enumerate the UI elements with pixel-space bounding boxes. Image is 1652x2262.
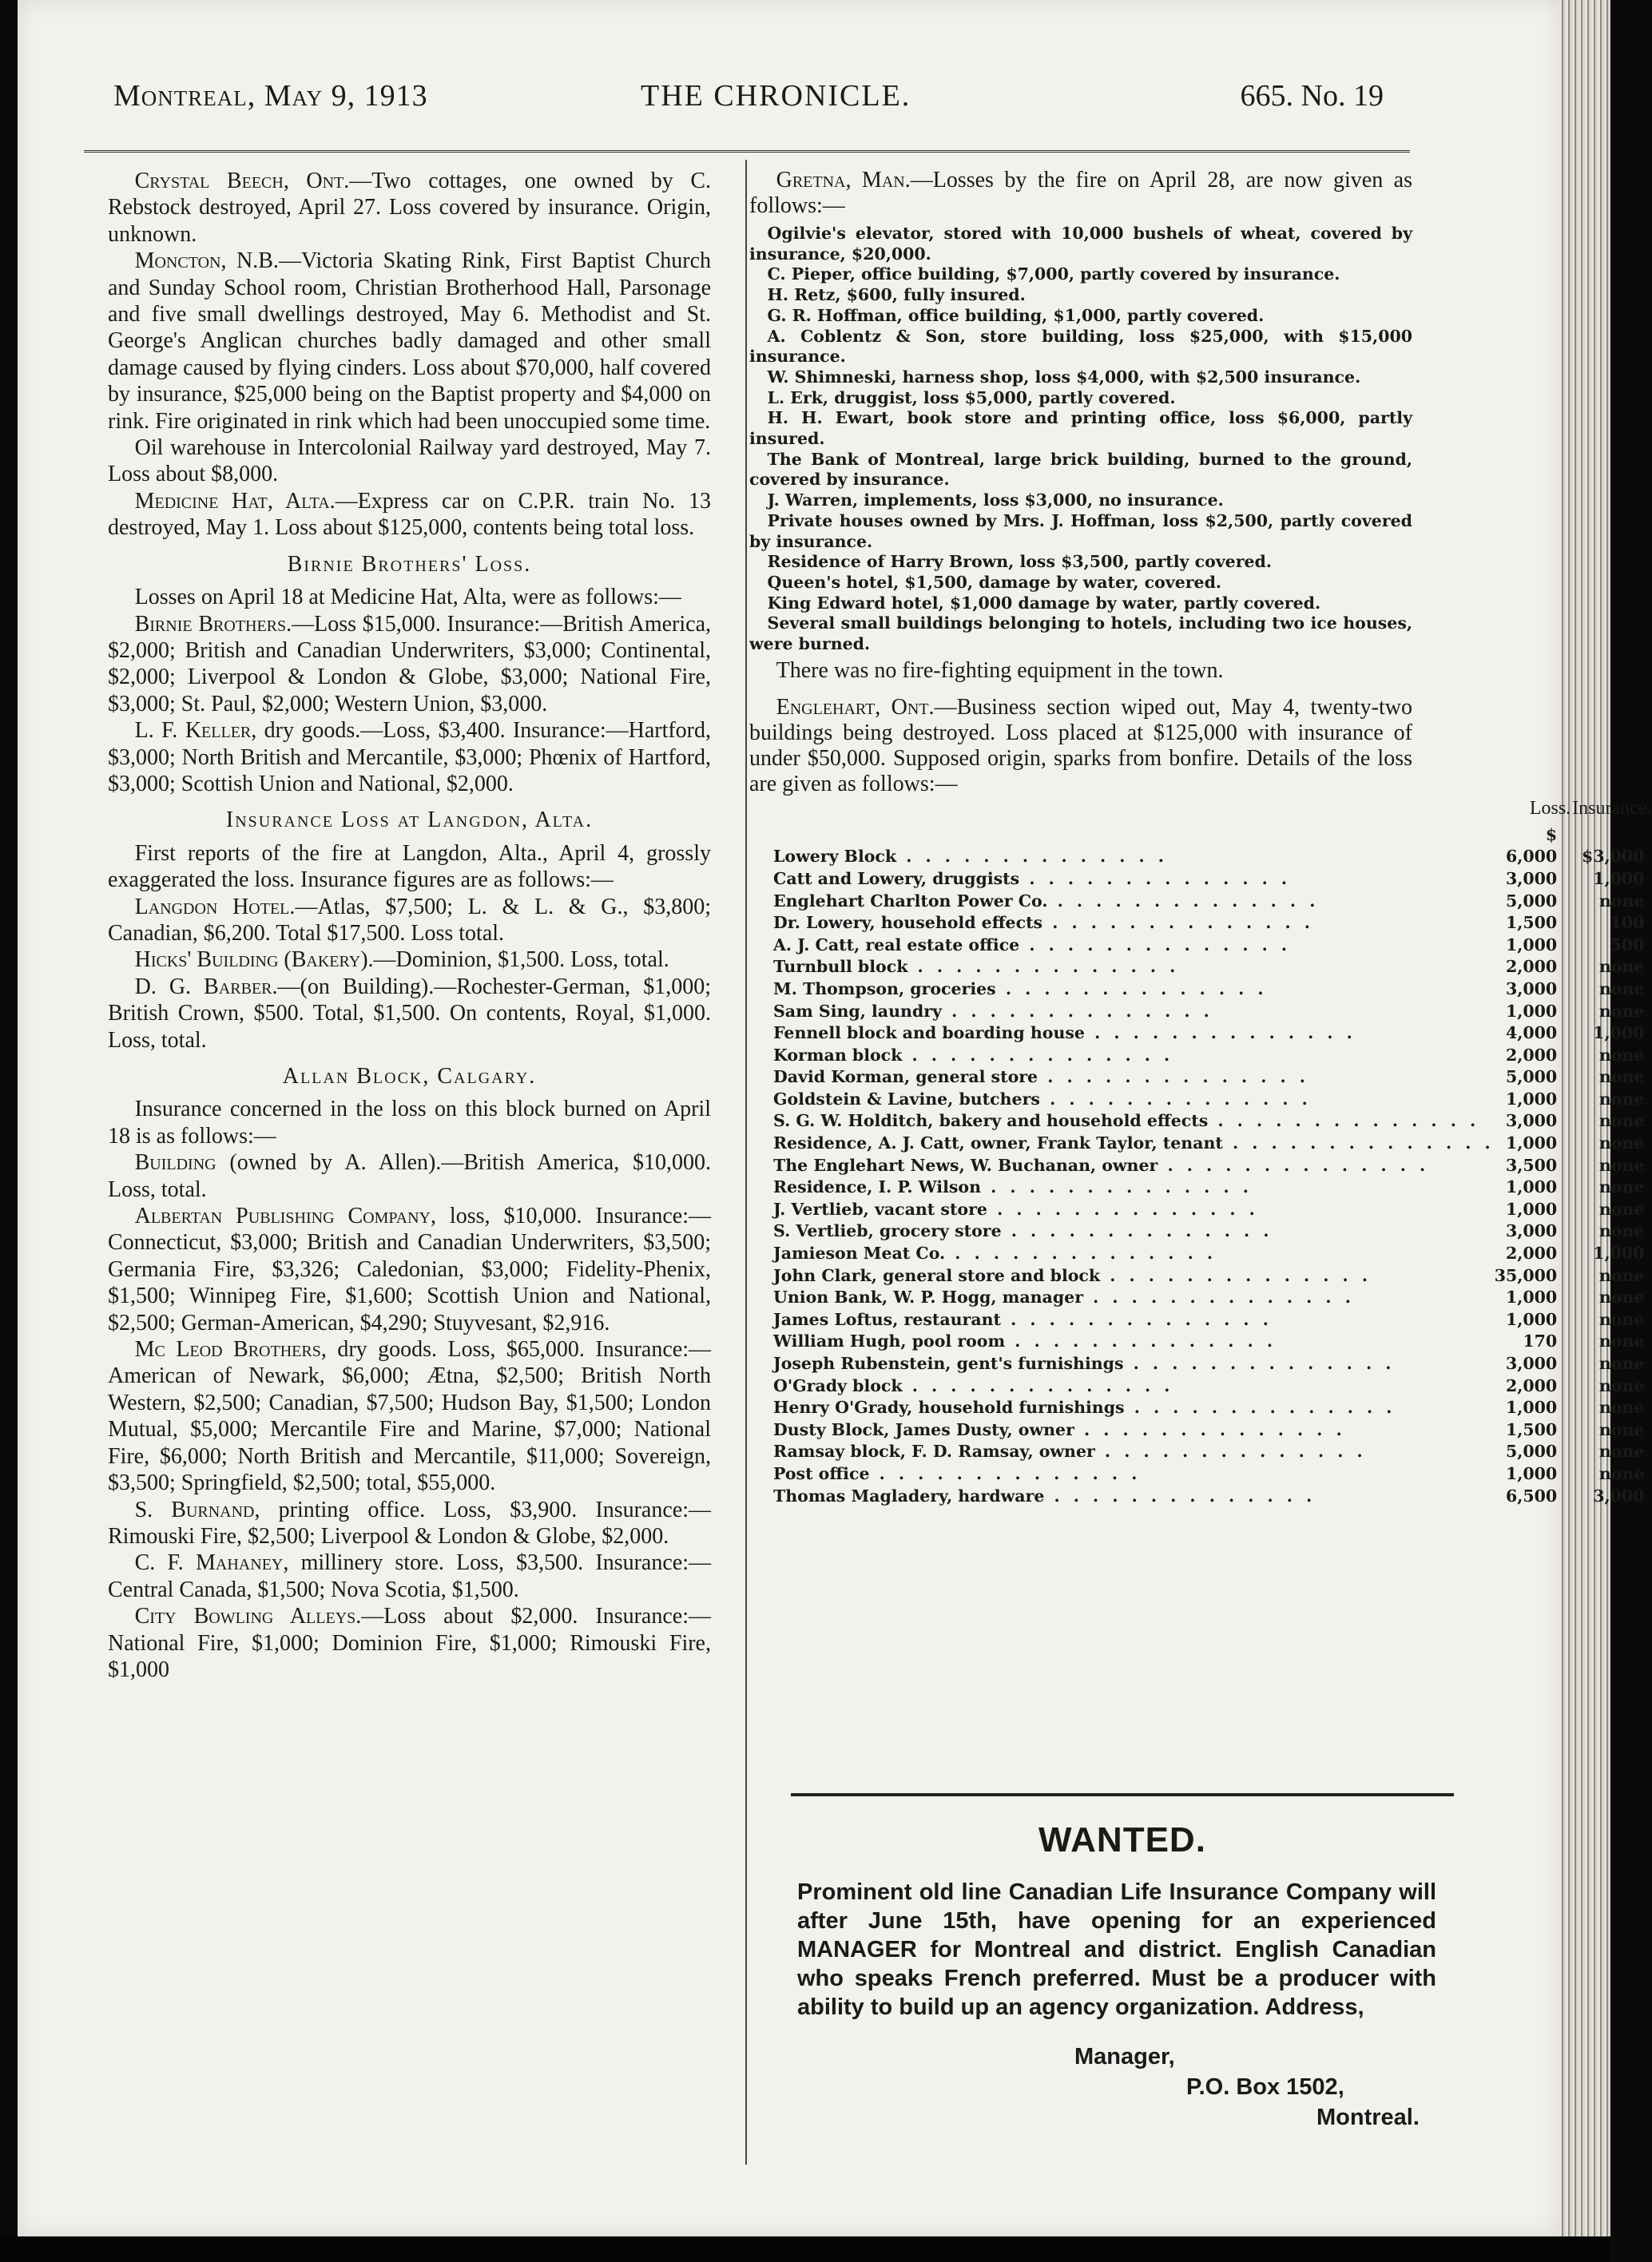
article-paragraph	[108, 974, 711, 1054]
left-column	[108, 168, 711, 1683]
row-insurance: 100	[1610, 913, 1645, 933]
row-insurance: 500	[1610, 935, 1645, 954]
paragraph-lead: S. Burnand,	[134, 1497, 260, 1522]
paragraph-text: dry goods. Loss, $65,000. Insurance:—American of Newark, $6,000; Ætna, $2,500; British North Western, $2,500; Canadian, $7,500; Hudson Bay, $1,500; London Mutual, $5,000; Mercantile Fire and Marine, $7,000; National Fire, $6,000; North British and Mercantile, $11,000; Sovereign, $3,500; Springfield, $2,500; total, $55,000.	[108, 1337, 711, 1496]
row-name: Englehart Charlton Power Co.	[773, 891, 1048, 911]
article-paragraph	[108, 1149, 711, 1203]
leader-dots: . . . . . . . . . . . . . .	[1074, 1419, 1346, 1439]
gretna-loss-item: H. H. Ewart, book store and printing office, loss $6,000, partly insured.	[749, 408, 1412, 449]
table-row	[773, 1243, 1652, 1265]
leader-dots: . . . . . . . . . . . . . .	[1208, 1111, 1480, 1131]
row-loss: 2,000	[1505, 1045, 1558, 1065]
gretna-closing-text: There was no fire-fighting equipment in the town.	[776, 657, 1224, 683]
article-paragraph	[108, 1336, 711, 1496]
row-loss: 1,000	[1505, 1133, 1558, 1153]
row-name: Post office	[773, 1463, 870, 1483]
row-name: Union Bank, W. P. Hogg, manager	[773, 1288, 1083, 1308]
row-insurance: none	[1598, 1398, 1645, 1418]
table-row	[773, 978, 1652, 1001]
header-title: THE CHRONICLE.	[641, 79, 911, 113]
paragraph-lead: Crystal Beech, Ont.	[134, 169, 350, 193]
gretna-loss-item: H. Retz, $600, fully insured.	[767, 285, 1026, 305]
row-loss: 2,000	[1505, 1244, 1558, 1264]
row-loss: 5,000	[1505, 891, 1558, 911]
gretna-loss-item: L. Erk, druggist, loss $5,000, partly covered.	[767, 387, 1176, 407]
table-row	[773, 824, 1652, 868]
table-row	[773, 1287, 1652, 1309]
row-loss: 1,500	[1505, 1419, 1558, 1439]
leader-dots: . . . . . . . . . . . . . .	[1005, 1331, 1277, 1351]
row-loss: 5,000	[1505, 1067, 1558, 1087]
paragraph-lead: D. G. Barber.	[134, 974, 278, 999]
article-paragraph	[108, 1096, 711, 1149]
row-insurance: none	[1598, 1133, 1645, 1153]
wanted-body: Prominent old line Canadian Life Insurance Company will after June 15th, have opening for an experienced MANAGER for Montreal and district. English Canadian who speaks French preferred. Must be a producer with ability to build up an agency organization. Address,	[797, 1879, 1436, 2020]
page-header	[113, 78, 1384, 134]
table-row	[773, 956, 1652, 978]
row-loss: 1,000	[1505, 935, 1558, 954]
leader-dots: . . . . . . . . . . . . . .	[945, 1244, 1217, 1264]
row-loss: 5,000	[1505, 1442, 1558, 1462]
leader-dots: . . . . . . . . . . . . . .	[941, 1001, 1213, 1021]
paragraph-text: millinery store. Loss, $3,500. Insurance:—Central Canada, $1,500; Nova Scotia, $1,500.	[108, 1550, 711, 1602]
wanted-signature-name: Manager,	[1074, 2044, 1175, 2070]
gretna-loss-item: Residence of Harry Brown, loss $3,500, partly covered.	[767, 552, 1273, 572]
article-paragraph	[108, 946, 711, 973]
row-insurance: none	[1598, 1288, 1645, 1308]
gretna-loss-item: Several small buildings belonging to hotels, including two ice houses, were burned.	[749, 613, 1412, 654]
row-insurance: none	[1598, 1221, 1645, 1241]
row-name: Korman block	[773, 1045, 903, 1065]
table-row	[773, 1441, 1652, 1463]
table-row	[773, 1199, 1652, 1221]
paragraph-text: Losses on April 18 at Medicine Hat, Alta, were as follows:—	[134, 585, 681, 610]
row-insurance: none	[1598, 978, 1645, 998]
row-insurance: none	[1598, 1442, 1645, 1462]
wanted-signature-address: P.O. Box 1502,	[1186, 2074, 1344, 2100]
row-loss: 1,500	[1505, 913, 1558, 933]
paragraph-lead: Birnie Brothers.	[134, 611, 292, 637]
row-insurance: none	[1598, 1375, 1645, 1395]
table-row	[773, 1045, 1652, 1067]
row-loss: $ 6,000	[1505, 824, 1558, 867]
row-insurance: none	[1598, 1067, 1645, 1087]
col-header-loss: Loss.	[1529, 797, 1571, 819]
leader-dots: . . . . . . . . . . . . . .	[987, 1199, 1259, 1219]
table-row	[773, 1331, 1652, 1353]
article-paragraph	[108, 611, 711, 718]
row-insurance: none	[1598, 1089, 1645, 1109]
row-name: Henry O'Grady, household furnishings	[773, 1398, 1125, 1418]
row-loss: 1,000	[1505, 1288, 1558, 1308]
gretna-loss-item: Queen's hotel, $1,500, damage by water, covered.	[767, 572, 1222, 592]
row-name: Ramsay block, F. D. Ramsay, owner	[773, 1442, 1095, 1462]
row-loss: 3,000	[1505, 978, 1558, 998]
leader-dots: . . . . . . . . . . . . . .	[1039, 1089, 1312, 1109]
gretna-loss-item: Ogilvie's elevator, stored with 10,000 bushels of wheat, covered by insurance, $20,000.	[749, 224, 1412, 264]
header-rule	[84, 150, 1410, 153]
row-insurance: none	[1598, 1111, 1645, 1131]
table-row	[773, 1110, 1652, 1133]
table-row	[773, 1375, 1652, 1398]
table-row	[773, 868, 1652, 891]
article-paragraph	[108, 435, 711, 488]
row-insurance: none	[1598, 1045, 1645, 1065]
paragraph-text: loss, $10,000. Insurance:—Connecticut, $3,000; British and Canadian Underwriters, $3,500; Germania Fire, $3,326; Caledonian, $3,000; Fidelity-Phenix, $1,500; Winnipeg Fire, $1,600; Scottish Union and National, $2,500; German-American, $4,290; Stuyvesant, $2,916.	[108, 1204, 711, 1335]
row-insurance: 1,000	[1593, 868, 1645, 888]
row-insurance: none	[1598, 891, 1645, 911]
leader-dots: . . . . . . . . . . . . . .	[869, 1463, 1142, 1483]
row-loss: 3,000	[1505, 868, 1558, 888]
englehart-intro	[749, 695, 1412, 797]
article-paragraph	[108, 1550, 711, 1603]
leader-dots: . . . . . . . . . . . . . .	[902, 1045, 1174, 1065]
wanted-title: WANTED.	[1038, 1820, 1206, 1859]
leader-dots: . . . . . . . . . . . . . .	[981, 1177, 1253, 1197]
table-row	[773, 1022, 1652, 1045]
paragraph-lead: City Bowling Alleys.	[134, 1604, 362, 1629]
row-name: David Korman, general store	[773, 1067, 1038, 1087]
row-loss: 1,000	[1505, 1463, 1558, 1483]
row-name: A. J. Catt, real estate office	[773, 935, 1020, 954]
row-loss: 3,000	[1505, 1221, 1558, 1241]
row-loss: 2,000	[1505, 957, 1558, 977]
table-row	[773, 1419, 1652, 1442]
column-divider	[745, 160, 747, 2165]
paragraph-text: —(on Building).—Rochester-German, $1,000; British Crown, $500. Total, $1,500. On contents, Royal, $1,000. Loss, total.	[108, 974, 712, 1053]
row-insurance: none	[1598, 1001, 1645, 1021]
article-paragraph	[108, 840, 711, 894]
row-loss: 6,500	[1505, 1486, 1558, 1506]
englehart-lead: Englehart, Ont.	[776, 694, 935, 720]
leader-dots: . . . . . . . . . . . . . .	[907, 957, 1180, 977]
row-name: Fennell block and boarding house	[773, 1023, 1085, 1043]
leader-dots: . . . . . . . . . . . . . .	[902, 1375, 1174, 1395]
row-insurance: none	[1598, 1354, 1645, 1374]
paragraph-lead: Medicine Hat, Alta.	[134, 488, 336, 514]
row-insurance: $3,000	[1581, 847, 1645, 867]
row-insurance: 1,000	[1593, 1023, 1645, 1043]
row-name: O'Grady block	[773, 1375, 903, 1395]
paragraph-text: (owned by A. Allen).—British America, $10,000. Loss, total.	[108, 1150, 711, 1202]
article-paragraph	[108, 1497, 711, 1550]
row-name: Turnbull block	[773, 957, 908, 977]
article-paragraph	[108, 488, 711, 542]
row-insurance: none	[1598, 1265, 1645, 1285]
paragraph-text: Oil warehouse in Intercolonial Railway yard destroyed, May 7. Loss about $8,000.	[108, 435, 711, 487]
article-paragraph	[108, 717, 711, 797]
englehart-loss-table	[773, 797, 1652, 1507]
table-row	[773, 935, 1652, 957]
row-name: S. G. W. Holditch, bakery and household effects	[773, 1111, 1209, 1131]
paragraph-text: —Loss $15,000. Insurance:—British America, $2,000; British and Canadian Underwriters, $3,000; Continental, $2,000; Liverpool & London & Globe, $3,000; National Fire, $3,000; St. Paul, $2,000; Western Union, $3,000.	[108, 611, 711, 716]
table-row	[773, 1155, 1652, 1177]
row-loss: 1,000	[1505, 1199, 1558, 1219]
leader-dots: . . . . . . . . . . . . . .	[995, 978, 1268, 998]
leader-dots: . . . . . . . . . . . . . .	[1094, 1442, 1367, 1462]
paragraph-text: printing office. Loss, $3,900. Insurance:—Rimouski Fire, $2,500; Liverpool & London & Globe, $2,000.	[108, 1497, 711, 1549]
row-loss: 3,500	[1505, 1155, 1558, 1175]
leader-dots: . . . . . . . . . . . . . .	[1047, 891, 1320, 911]
row-insurance: none	[1598, 1419, 1645, 1439]
gretna-loss-item: Private houses owned by Mrs. J. Hoffman, loss $2,500, partly covered by insurance.	[749, 510, 1412, 551]
row-name: Catt and Lowery, druggists	[773, 868, 1020, 888]
row-name: Dr. Lowery, household effects	[773, 913, 1043, 933]
scan-border	[0, 2236, 1610, 2262]
row-name: Dusty Block, James Dusty, owner	[773, 1419, 1074, 1439]
gretna-loss-item: G. R. Hoffman, office building, $1,000, partly covered.	[767, 305, 1265, 325]
article-paragraph	[108, 168, 711, 248]
table-row	[773, 1177, 1652, 1199]
row-name: Goldstein & Lavine, butchers	[773, 1089, 1040, 1109]
row-name: Sam Sing, laundry	[773, 1001, 942, 1021]
row-loss: 4,000	[1505, 1023, 1558, 1043]
row-loss: 3,000	[1505, 1111, 1558, 1131]
row-name: S. Vertlieb, grocery store	[773, 1221, 1002, 1241]
leader-dots: . . . . . . . . . . . . . .	[1042, 913, 1314, 933]
section-title: Insurance Loss at Langdon, Alta.	[225, 808, 594, 833]
gretna-intro-text: —Losses by the fire on April 28, are now given as follows:—	[749, 168, 1412, 218]
row-insurance: none	[1598, 1331, 1645, 1351]
row-name: Lowery Block	[773, 847, 897, 867]
paragraph-lead: Hicks' Building (Bakery).	[134, 947, 374, 973]
article-paragraph	[108, 248, 711, 435]
table-row	[773, 1353, 1652, 1375]
paragraph-text: Insurance concerned in the loss on this block burned on April 18 is as follows:—	[108, 1097, 711, 1149]
row-insurance: none	[1598, 1309, 1645, 1329]
paragraph-lead: Mc Leod Brothers,	[134, 1337, 327, 1363]
table-row	[773, 1463, 1652, 1486]
row-name: Joseph Rubenstein, gent's furnishings	[773, 1354, 1124, 1374]
row-loss: 1,000	[1505, 1177, 1558, 1197]
row-name: William Hugh, pool room	[773, 1331, 1006, 1351]
paragraph-lead: Building	[134, 1150, 216, 1176]
row-loss: 1,000	[1505, 1309, 1558, 1329]
leader-dots: . . . . . . . . . . . . . .	[1083, 1288, 1355, 1308]
paragraph-text: First reports of the fire at Langdon, Alta., April 4, grossly exaggerated the loss. Insurance figures are as follows:—	[108, 840, 711, 893]
section-title: Birnie Brothers' Loss.	[287, 551, 532, 577]
paragraph-text: —Dominion, $1,500. Loss, total.	[373, 947, 669, 973]
paragraph-text: —Loss about $2,000. Insurance:—National Fire, $1,000; Dominion Fire, $1,000; Rimouski Fire, $1,000	[108, 1604, 711, 1682]
table-row	[773, 1486, 1652, 1508]
table-row	[773, 1089, 1652, 1111]
gretna-closing	[749, 658, 1412, 684]
row-insurance: 3,000	[1593, 1486, 1645, 1506]
leader-dots: . . . . . . . . . . . . . .	[1038, 1067, 1309, 1087]
gretna-loss-list	[749, 224, 1412, 655]
row-name: J. Vertlieb, vacant store	[773, 1199, 987, 1219]
row-name: Residence, A. J. Catt, owner, Frank Taylor, tenant	[773, 1133, 1223, 1153]
row-loss: 170	[1523, 1331, 1558, 1351]
row-loss: 35,000	[1494, 1265, 1558, 1285]
gretna-intro	[749, 168, 1412, 219]
row-name: Thomas Magladery, hardware	[773, 1486, 1045, 1506]
englehart-intro-text: —Business section wiped out, May 4, twenty-two buildings being destroyed. Loss placed at $125,000 with insurance of under $50,000. Supposed origin, sparks from bonfire. Details of the loss are given as follows:—	[749, 694, 1412, 796]
row-insurance: none	[1598, 957, 1645, 977]
wanted-advertisement	[791, 1793, 1454, 2172]
row-insurance: none	[1598, 1177, 1645, 1197]
row-name: Residence, I. P. Wilson	[773, 1177, 982, 1197]
row-insurance: none	[1598, 1199, 1645, 1219]
leader-dots: . . . . . . . . . . . . . .	[1124, 1398, 1396, 1418]
row-name: Jamieson Meat Co.	[773, 1244, 946, 1264]
row-name: M. Thompson, groceries	[773, 978, 996, 998]
table-row	[773, 1066, 1652, 1089]
leader-dots: . . . . . . . . . . . . . .	[1123, 1354, 1396, 1374]
leader-dots: . . . . . . . . . . . . . .	[1084, 1023, 1356, 1043]
table-row	[773, 1001, 1652, 1023]
table-row	[773, 1220, 1652, 1243]
gretna-loss-item: King Edward hotel, $1,000 damage by water, partly covered.	[767, 593, 1321, 613]
leader-dots: . . . . . . . . . . . . . .	[1019, 868, 1292, 888]
row-loss: 2,000	[1505, 1375, 1558, 1395]
paragraph-lead: Langdon Hotel.	[134, 894, 296, 919]
row-insurance: none	[1598, 1155, 1645, 1175]
paragraph-lead: Moncton, N.B.	[134, 248, 279, 274]
gretna-loss-item: J. Warren, implements, loss $3,000, no insurance.	[767, 490, 1224, 510]
row-name: John Clark, general store and block	[773, 1265, 1101, 1285]
gretna-loss-item: The Bank of Montreal, large brick building, burned to the ground, covered by insurance.	[749, 449, 1412, 490]
table-row	[773, 1265, 1652, 1288]
paragraph-lead: L. F. Keller,	[134, 718, 257, 744]
gretna-loss-item: W. Shimneski, harness shop, loss $4,000, with $2,500 insurance.	[767, 367, 1361, 387]
leader-dots: . . . . . . . . . . . . . .	[1044, 1486, 1316, 1506]
leader-dots: . . . . . . . . . . . . . .	[1158, 1155, 1430, 1175]
leader-dots: . . . . . . . . . . . . . .	[896, 847, 1168, 867]
paragraph-text: —Victoria Skating Rink, First Baptist Church and Sunday School room, Christian Brotherhood Hall, Parsonage and five small dwellings destroyed, May 6. Methodist and St. George's Anglican churches badly damaged and other small damage caused by flying cinders. Loss about $70,000, half covered by insurance, $25,000 being on the Baptist property and $4,000 on rink. Fire originated in rink which had been unoccupied some time.	[108, 248, 712, 434]
header-dateline: Montreal, May 9, 1913	[113, 79, 428, 113]
row-loss: 1,000	[1505, 1001, 1558, 1021]
paragraph-text: —Two cottages, one owned by C. Rebstock destroyed, April 27. Loss covered by insurance. Origin, unknown.	[108, 169, 712, 247]
leader-dots: . . . . . . . . . . . . . .	[1222, 1133, 1495, 1153]
paragraph-text: —Atlas, $7,500; L. & L. & G., $3,800; Canadian, $6,200. Total $17,500. Loss total.	[108, 894, 712, 946]
article-paragraph	[108, 894, 711, 947]
table-row	[773, 891, 1652, 913]
paragraph-lead: C. F. Mahaney,	[134, 1550, 289, 1576]
row-name: James Loftus, restaurant	[773, 1309, 1001, 1329]
row-name: The Englehart News, W. Buchanan, owner	[773, 1155, 1158, 1175]
row-loss: 1,000	[1505, 1398, 1558, 1418]
table-row	[773, 1309, 1652, 1331]
row-loss: 1,000	[1505, 1089, 1558, 1109]
right-column	[749, 168, 1652, 1507]
table-row	[773, 912, 1652, 935]
article-paragraph	[108, 584, 711, 610]
leader-dots: . . . . . . . . . . . . . .	[1001, 1221, 1273, 1241]
gretna-loss-item: C. Pieper, office building, $7,000, partly covered by insurance.	[767, 264, 1340, 284]
paragraph-lead: Albertan Publishing Company,	[134, 1204, 436, 1229]
article-paragraph	[108, 1203, 711, 1336]
wanted-signature-city: Montreal.	[1316, 2105, 1420, 2130]
col-header-insurance: Insurance.	[1572, 797, 1652, 819]
leader-dots: . . . . . . . . . . . . . .	[1001, 1309, 1273, 1329]
gretna-loss-item: A. Coblentz & Son, store building, loss $25,000, with $15,000 insurance.	[749, 326, 1412, 367]
row-insurance: none	[1598, 1463, 1645, 1483]
row-insurance: 1,000	[1593, 1244, 1645, 1264]
table-row	[773, 1397, 1652, 1419]
header-page-number: 665. No. 19	[1240, 79, 1384, 113]
article-paragraph	[108, 1603, 711, 1683]
paragraph-text: dry goods.—Loss, $3,400. Insurance:—Hartford, $3,000; North British and Mercantile, $3,000; Phœnix of Hartford, $3,000; Scottish Union and National, $2,000.	[108, 718, 711, 796]
leader-dots: . . . . . . . . . . . . . .	[1100, 1265, 1372, 1285]
gretna-lead: Gretna, Man.	[776, 168, 911, 192]
row-loss: 3,000	[1505, 1354, 1558, 1374]
paragraph-text: —Express car on C.P.R. train No. 13 destroyed, May 1. Loss about $125,000, contents being total loss.	[108, 488, 711, 541]
table-row	[773, 1133, 1652, 1155]
leader-dots: . . . . . . . . . . . . . .	[1019, 935, 1292, 954]
section-title: Allan Block, Calgary.	[282, 1064, 537, 1089]
